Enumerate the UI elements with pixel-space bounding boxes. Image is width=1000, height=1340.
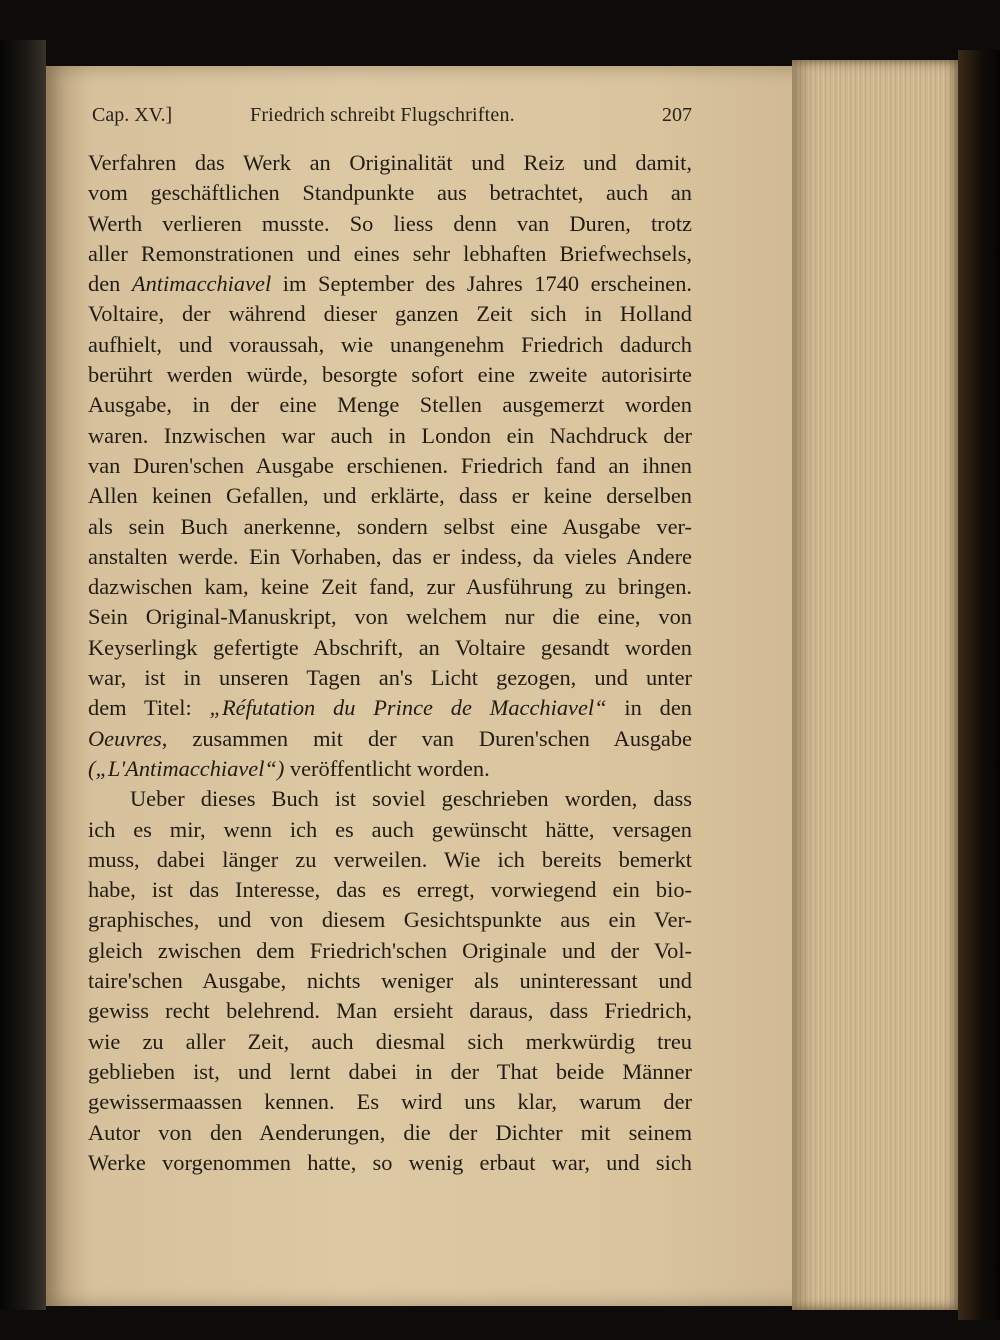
text-segment: aufhielt, und voraussah, wie unangenehm Friedrich dadurch [88, 331, 692, 357]
text-segment: veröffentlicht worden. [284, 755, 490, 781]
text-segment: anstalten werde. Ein Vorhaben, das er indess, da vieles Andere [88, 543, 692, 569]
text-segment: taire'schen Ausgabe, nichts weniger als uninteressant und [88, 968, 692, 994]
text-segment: den [88, 271, 132, 297]
text-line [88, 724, 692, 754]
text-line [88, 542, 692, 572]
text-line [88, 875, 692, 905]
running-header [92, 104, 692, 134]
text-segment: berührt werden würde, besorgte sofort eine zweite autorisirte [88, 362, 692, 388]
text-line [88, 966, 692, 996]
text-line [88, 481, 692, 511]
text-segment: in den [606, 695, 692, 721]
text-line [88, 360, 692, 390]
text-segment: habe, ist das Interesse, das es erregt, vorwiegend ein bio- [88, 877, 692, 903]
italic-title: „Réfutation du Prince de Macchiavel“ [209, 695, 607, 721]
text-line [88, 239, 692, 269]
text-line [88, 1027, 692, 1057]
text-line [88, 178, 692, 208]
text-segment: gewissermaassen kennen. Es wird uns klar, warum der [88, 1089, 692, 1115]
text-segment: graphisches, und von diesem Gesichtspunkte aus ein Ver- [88, 907, 692, 933]
page-number: 207 [662, 104, 692, 126]
text-line [88, 330, 692, 360]
text-line [88, 784, 692, 814]
text-segment: dem Titel: [88, 695, 210, 721]
text-line [88, 845, 692, 875]
text-line [88, 602, 692, 632]
text-segment: , zusammen mit der van Duren'schen Ausgabe [161, 725, 692, 751]
text-line [88, 299, 692, 329]
body-text [88, 148, 692, 1178]
book-spine-shadow [958, 50, 1000, 1320]
text-segment: dazwischen kam, keine Zeit fand, zur Ausführung zu bringen. [88, 574, 692, 600]
text-segment: aller Remonstrationen und eines sehr lebhaften Briefwechsels, [88, 240, 692, 266]
chapter-label: Cap. XV.] [92, 104, 173, 126]
text-line [88, 663, 692, 693]
text-line [88, 815, 692, 845]
text-line [88, 572, 692, 602]
text-segment: geblieben ist, und lernt dabei in der That beide Männer [88, 1058, 692, 1084]
text-line [88, 1148, 692, 1178]
text-line [88, 512, 692, 542]
text-line [88, 1118, 692, 1148]
text-line [88, 905, 692, 935]
text-segment: Voltaire, der während dieser ganzen Zeit sich in Holland [88, 301, 692, 327]
text-segment: war, ist in unseren Tagen an's Licht gezogen, und unter [88, 665, 692, 691]
text-segment: Werth verlieren musste. So liess denn van Duren, trotz [88, 210, 692, 236]
running-title: Friedrich schreibt Flugschriften. [250, 104, 515, 126]
text-line [88, 936, 692, 966]
text-segment: waren. Inzwischen war auch in London ein Nachdruck der [88, 422, 692, 448]
text-line [88, 754, 692, 784]
page-edges [792, 60, 960, 1310]
text-segment: Autor von den Aenderungen, die der Dichter mit seinem [88, 1119, 692, 1145]
text-segment: Ueber dieses Buch ist soviel geschrieben worden, dass [130, 786, 692, 812]
text-segment: Allen keinen Gefallen, und erklärte, dass er keine derselben [88, 483, 692, 509]
text-segment: van Duren'schen Ausgabe erschienen. Friedrich fand an ihnen [88, 452, 692, 478]
text-segment: gleich zwischen dem Friedrich'schen Originale und der Vol- [88, 937, 692, 963]
text-line [88, 996, 692, 1026]
text-line [88, 209, 692, 239]
text-segment: vom geschäftlichen Standpunkte aus betrachtet, auch an [88, 180, 692, 206]
text-line [88, 451, 692, 481]
text-segment: Sein Original-Manuskript, von welchem nur die eine, von [88, 604, 692, 630]
text-segment: Ausgabe, in der eine Menge Stellen ausgemerzt worden [88, 392, 692, 418]
text-line [88, 421, 692, 451]
text-segment: muss, dabei länger zu verweilen. Wie ich bereits bemerkt [88, 846, 692, 872]
text-line [88, 148, 692, 178]
text-segment: Keyserlingk gefertigte Abschrift, an Voltaire gesandt worden [88, 634, 692, 660]
text-line [88, 633, 692, 663]
text-line [88, 1057, 692, 1087]
italic-title: Antimacchiavel [131, 271, 272, 297]
book-cover-edge [0, 40, 46, 1310]
text-segment: Werke vorgenommen hatte, so wenig erbaut war, und sich [88, 1149, 692, 1175]
text-line [88, 1087, 692, 1117]
text-segment: gewiss recht belehrend. Man ersieht daraus, dass Friedrich, [88, 998, 692, 1024]
text-segment: ich es mir, wenn ich es auch gewünscht hätte, versagen [88, 816, 692, 842]
text-segment: als sein Buch anerkenne, sondern selbst eine Ausgabe ver- [88, 513, 692, 539]
text-line [88, 390, 692, 420]
text-line [88, 693, 692, 723]
text-segment: wie zu aller Zeit, auch diesmal sich merkwürdig treu [88, 1028, 692, 1054]
text-segment: Verfahren das Werk an Originalität und Reiz und damit, [88, 150, 692, 175]
text-segment: im September des Jahres 1740 erscheinen. [271, 271, 692, 297]
italic-title: Oeuvres [88, 725, 162, 751]
text-line [88, 269, 692, 299]
italic-title: („L'Antimacchiavel“) [88, 755, 285, 781]
